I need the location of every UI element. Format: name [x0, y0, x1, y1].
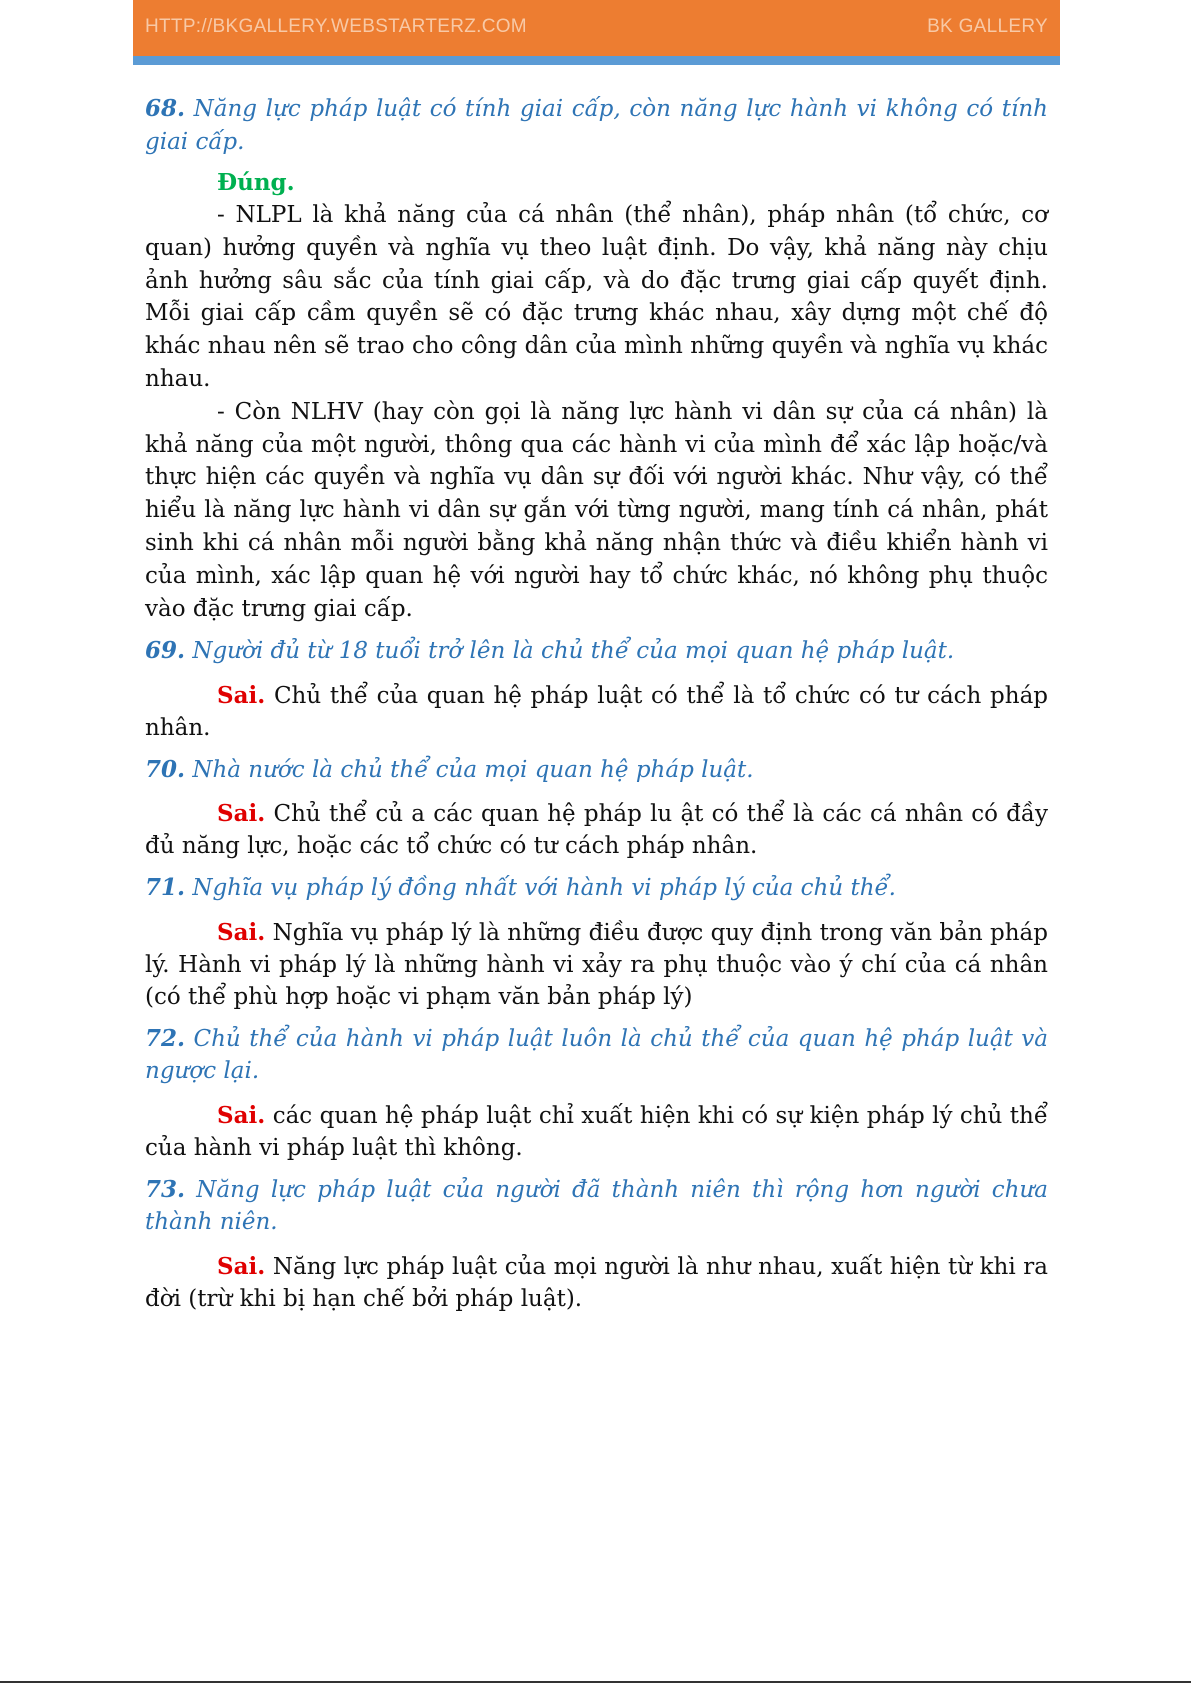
question-text: Người đủ từ 18 tuổi trở lên là chủ thể của mọi quan hệ pháp luật.: [192, 638, 955, 665]
answer: [145, 1100, 1048, 1164]
document-body: [145, 93, 1048, 1315]
answer-text: Nghĩa vụ pháp lý là những điều được quy định trong văn bản pháp lý. Hành vi pháp lý là những hành vi xảy ra phụ thuộc vào ý chí của cá nhân (có thể phù hợp hoặc vi phạm văn bản pháp lý): [145, 919, 1048, 1010]
qa-item-71: [145, 872, 1048, 1013]
question-text: Nhà nước là chủ thể của mọi quan hệ pháp luật.: [192, 756, 754, 783]
verdict-false: Sai.: [217, 800, 266, 828]
question: [145, 1023, 1048, 1088]
question-number: 73.: [145, 1175, 186, 1203]
qa-item-72: [145, 1023, 1048, 1164]
footer-divider: [0, 1681, 1191, 1683]
answer: [145, 917, 1048, 1013]
header-brand: BK GALLERY: [927, 16, 1048, 37]
answer-text: Chủ thể củ a các quan hệ pháp lu ật có thể là các cá nhân có đầy đủ năng lực, hoặc các tổ chức có tư cách pháp nhân.: [145, 801, 1048, 860]
question-text: Năng lực pháp luật của người đã thành niên thì rộng hơn người chưa thành niên.: [145, 1176, 1048, 1236]
answer: [145, 1251, 1048, 1315]
qa-item-70: [145, 754, 1048, 863]
question: [145, 635, 1048, 668]
question-number: 72.: [145, 1024, 186, 1052]
page-header: [133, 0, 1060, 56]
question-number: 69.: [145, 637, 186, 665]
qa-item-69: [145, 635, 1048, 744]
question-text: Năng lực pháp luật có tính giai cấp, còn năng lực hành vi không có tính giai cấp.: [145, 96, 1048, 155]
answer-text: các quan hệ pháp luật chỉ xuất hiện khi có sự kiện pháp lý chủ thể của hành vi pháp luật thì không.: [145, 1102, 1048, 1161]
verdict-false: Sai.: [217, 681, 266, 709]
verdict-true: Đúng.: [217, 169, 295, 196]
header-divider: [133, 56, 1060, 65]
question-text: Nghĩa vụ pháp lý đồng nhất với hành vi pháp lý của chủ thể.: [192, 875, 896, 902]
verdict-false: Sai.: [217, 918, 266, 946]
question: [145, 1174, 1048, 1239]
answer-text: Năng lực pháp luật của mọi người là như nhau, xuất hiện từ khi ra đời (trừ khi bị hạn chế bởi pháp luật).: [145, 1253, 1049, 1312]
verdict-false: Sai.: [217, 1101, 266, 1129]
question-number: 68.: [145, 95, 186, 122]
qa-item-68: [145, 93, 1048, 625]
question-text: Chủ thể của hành vi pháp luật luôn là chủ thể của quan hệ pháp luật và ngược lại.: [145, 1025, 1049, 1085]
question: [145, 754, 1048, 787]
answer-text: Chủ thể của quan hệ pháp luật có thể là tổ chức có tư cách pháp nhân.: [145, 682, 1049, 741]
explanation-paragraph: - Còn NLHV (hay còn gọi là năng lực hành vi dân sự của cá nhân) là khả năng của một người, thông qua các hành vi của mình để xác lập hoặc/và thực hiện các quyền và nghĩa vụ dân sự đối với người khác. Như vậy, có thể hiểu là năng lực hành vi dân sự gắn với từng người, mang tính cá nhân, phát sinh khi cá nhân mỗi người bằng khả năng nhận thức và điều khiển hành vi của mình, xác lập quan hệ với người hay tổ chức khác, nó không phụ thuộc vào đặc trưng giai cấp.: [145, 398, 1048, 622]
question-number: 70.: [145, 755, 186, 783]
qa-item-73: [145, 1174, 1048, 1315]
verdict-false: Sai.: [217, 1252, 266, 1280]
question-number: 71.: [145, 874, 186, 902]
header-url: HTTP://BKGALLERY.WEBSTARTERZ.COM: [145, 16, 527, 37]
explanation-paragraph: - NLPL là khả năng của cá nhân (thể nhân), pháp nhân (tổ chức, cơ quan) hưởng quyền và nghĩa vụ theo luật định. Do vậy, khả năng này chịu ảnh hưởng sâu sắc của tính giai cấp, và do đặc trưng giai cấp quyết định. Mỗi giai cấp cầm quyền sẽ có đặc trưng khác nhau, xây dựng một chế độ khác nhau nên sẽ trao cho công dân của mình những quyền và nghĩa vụ khác nhau.: [145, 202, 1048, 392]
question: [145, 93, 1048, 158]
question: [145, 872, 1048, 905]
answer: [145, 798, 1048, 862]
answer: [145, 680, 1048, 744]
